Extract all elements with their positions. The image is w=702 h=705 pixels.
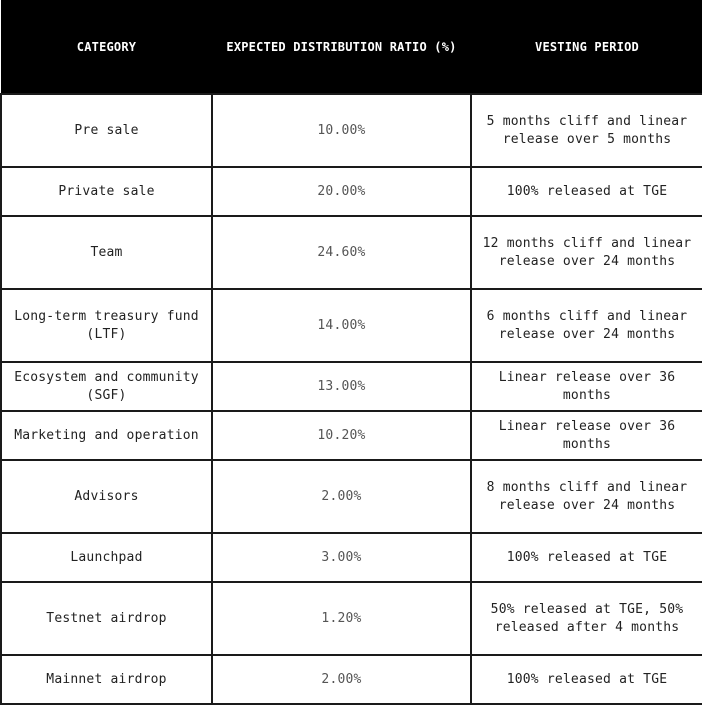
cell-category: Ecosystem and community (SGF): [1, 362, 212, 411]
cell-ratio: 1.20%: [212, 582, 471, 655]
cell-ratio: 10.20%: [212, 411, 471, 460]
cell-vesting: 6 months cliff and linear release over 24 months: [471, 289, 702, 362]
cell-category: Private sale: [1, 167, 212, 216]
cell-category: Testnet airdrop: [1, 582, 212, 655]
table-row: [1, 362, 702, 411]
cell-ratio: 10.00%: [212, 94, 471, 167]
table-header: [1, 0, 702, 94]
cell-vesting: 5 months cliff and linear release over 5 months: [471, 94, 702, 167]
cell-ratio: 2.00%: [212, 655, 471, 704]
cell-category: Team: [1, 216, 212, 289]
cell-category: Pre sale: [1, 94, 212, 167]
cell-category: Mainnet airdrop: [1, 655, 212, 704]
cell-vesting: 8 months cliff and linear release over 24 months: [471, 460, 702, 533]
cell-category: Marketing and operation: [1, 411, 212, 460]
table-row: [1, 460, 702, 533]
cell-vesting: Linear release over 36 months: [471, 411, 702, 460]
header-ratio: EXPECTED DISTRIBUTION RATIO (%): [212, 0, 471, 94]
table-row: [1, 655, 702, 704]
table-row: [1, 582, 702, 655]
cell-category: Long-term treasury fund (LTF): [1, 289, 212, 362]
table-row: [1, 411, 702, 460]
cell-vesting: 100% released at TGE: [471, 655, 702, 704]
cell-category: Launchpad: [1, 533, 212, 582]
cell-ratio: 13.00%: [212, 362, 471, 411]
header-category: CATEGORY: [1, 0, 212, 94]
cell-vesting: Linear release over 36 months: [471, 362, 702, 411]
cell-ratio: 24.60%: [212, 216, 471, 289]
table-row: [1, 216, 702, 289]
header-row: [1, 0, 702, 94]
cell-ratio: 14.00%: [212, 289, 471, 362]
cell-vesting: 100% released at TGE: [471, 167, 702, 216]
header-vesting: VESTING PERIOD: [471, 0, 702, 94]
table-row: [1, 289, 702, 362]
table-row: [1, 533, 702, 582]
cell-category: Advisors: [1, 460, 212, 533]
table-row: [1, 94, 702, 167]
cell-vesting: 100% released at TGE: [471, 533, 702, 582]
cell-ratio: 2.00%: [212, 460, 471, 533]
cell-ratio: 20.00%: [212, 167, 471, 216]
table-body: [1, 94, 702, 704]
cell-vesting: 12 months cliff and linear release over 24 months: [471, 216, 702, 289]
table-row: [1, 167, 702, 216]
cell-vesting: 50% released at TGE, 50% released after 4 months: [471, 582, 702, 655]
cell-ratio: 3.00%: [212, 533, 471, 582]
